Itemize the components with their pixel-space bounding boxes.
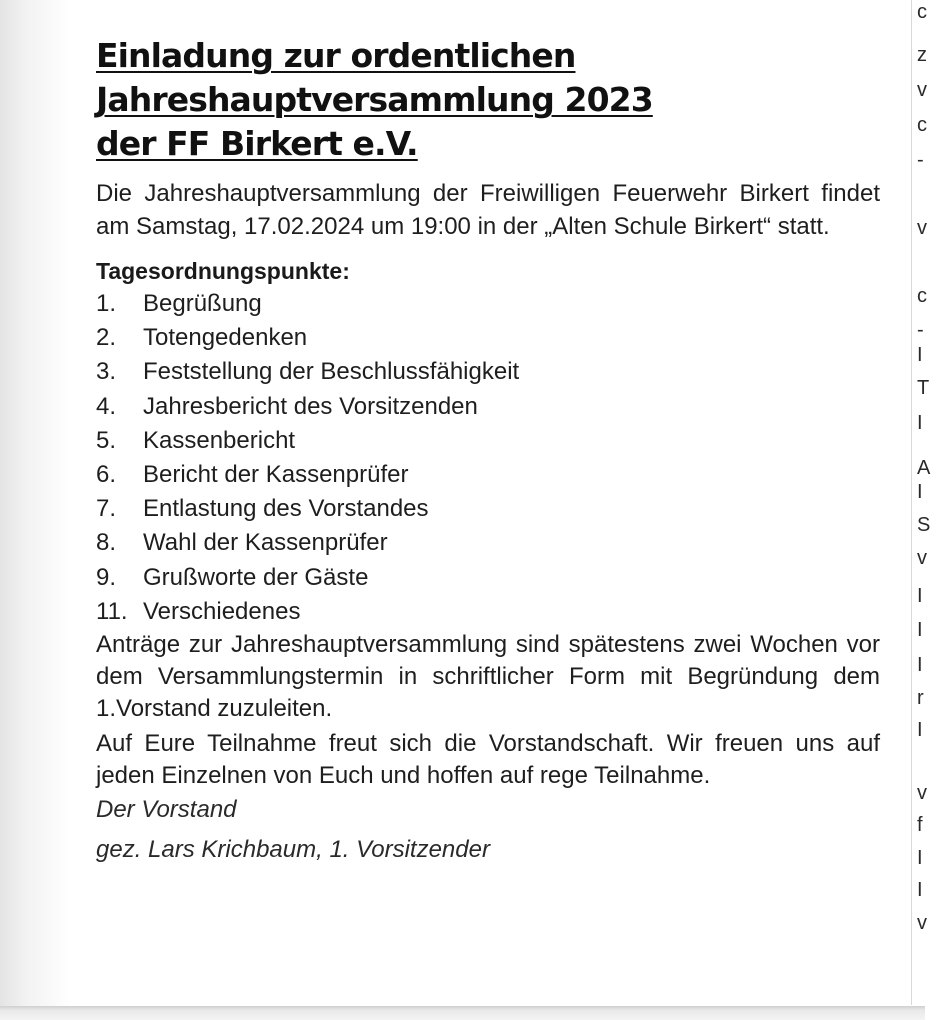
cropped-glyph: I [917,847,923,869]
agenda-item [96,287,880,321]
cropped-glyph: v [917,547,927,569]
title-line [96,34,880,78]
agenda-item-text: Kassenbericht [143,426,296,454]
cropped-glyph: I [917,344,923,366]
agenda-item-number: 4. [96,392,117,420]
agenda-item-text: Totengedenken [143,324,308,352]
cropped-glyph: I [917,412,923,434]
agenda-item [96,424,880,458]
agenda-item-number: 11. [96,597,128,625]
motions-paragraph: Anträge zur Jahreshauptversammlung sind spätestens zwei Wochen vor dem Versammlungstermin in schriftlicher Form mit Begründung dem 1.Vorstand zuzuleiten. [96,631,880,723]
cropped-glyph: z [917,44,927,66]
agenda-item-text: Grußworte der Gäste [143,563,369,591]
cropped-glyph: v [917,912,927,934]
title-line-text: Jahreshauptversammlung 2023 [96,80,653,119]
cropped-glyph: S [917,514,931,536]
page-fold-shadow [0,1006,925,1020]
agenda-item [96,526,880,560]
title-line-text: Einladung zur ordentlichen [96,36,576,75]
cropped-glyph: T [917,377,930,399]
agenda-item-number: 6. [96,461,117,489]
cropped-glyph: - [917,319,924,341]
intro-paragraph: Die Jahreshauptversammlung der Freiwilligen Feuerwehr Birkert findet am Samstag, 17.02.2024 um 19:00 in der „Alten Schule Birkert“ statt. [96,180,880,240]
agenda-item [96,595,880,629]
signature-name: gez. Lars Krichbaum, 1. Vorsitzender [96,836,490,864]
agenda-item-number: 5. [96,426,117,454]
closing-paragraph: Auf Eure Teilnahme freut sich die Vorstandschaft. Wir freuen uns auf jeden Einzelnen von Euch und hoffen auf rege Teilnahme. [96,730,880,790]
agenda-item-text: Jahresbericht des Vorsitzenden [143,392,478,420]
agenda-item [96,492,880,526]
cropped-glyph: I [917,585,923,607]
invitation-article [96,34,880,866]
agenda-item [96,321,880,355]
agenda-item-text: Begrüßung [143,290,262,317]
cropped-glyph: I [917,719,923,741]
agenda-item-number: 1. [96,290,117,317]
cropped-glyph: - [917,149,924,171]
title-line [96,122,880,166]
cropped-glyph: v [917,217,927,239]
agenda-item-text: Bericht der Kassenprüfer [143,461,409,489]
agenda-item-text: Wahl der Kassenprüfer [143,529,388,557]
agenda-list [96,287,880,629]
agenda-item [96,390,880,424]
agenda-item-text: Verschiedenes [143,597,301,625]
cropped-glyph: I [917,879,923,901]
cropped-glyph: c [917,1,927,23]
column-divider [911,0,912,1005]
article-title [96,34,880,166]
cropped-glyph: f [917,814,923,836]
agenda-item-number: 2. [96,324,117,352]
cropped-glyph: c [917,114,927,136]
agenda-item [96,561,880,595]
cropped-glyph: v [917,79,927,101]
cropped-glyph: I [917,619,923,641]
agenda-item-text: Feststellung der Beschlussfähigkeit [143,358,520,386]
title-line-text: der FF Birkert e.V. [96,124,418,163]
agenda-item-number: 9. [96,563,117,591]
agenda-item [96,458,880,492]
cropped-glyph: r [917,687,924,709]
agenda-item [96,355,880,389]
cropped-glyph: I [917,654,923,676]
agenda-item-number: 8. [96,529,117,557]
agenda-item-text: Entlastung des Vorstandes [143,495,429,523]
cropped-glyph: I [917,481,923,503]
adjacent-column-cropped-text [917,0,937,1000]
cropped-glyph: c [917,285,927,307]
agenda-item-number: 3. [96,358,117,386]
title-line [96,78,880,122]
agenda-item-number: 7. [96,495,117,523]
cropped-glyph: v [917,782,927,804]
agenda-heading: Tagesordnungspunkte: [96,258,350,284]
signature-role: Der Vorstand [96,796,237,824]
cropped-glyph: A [917,457,931,479]
